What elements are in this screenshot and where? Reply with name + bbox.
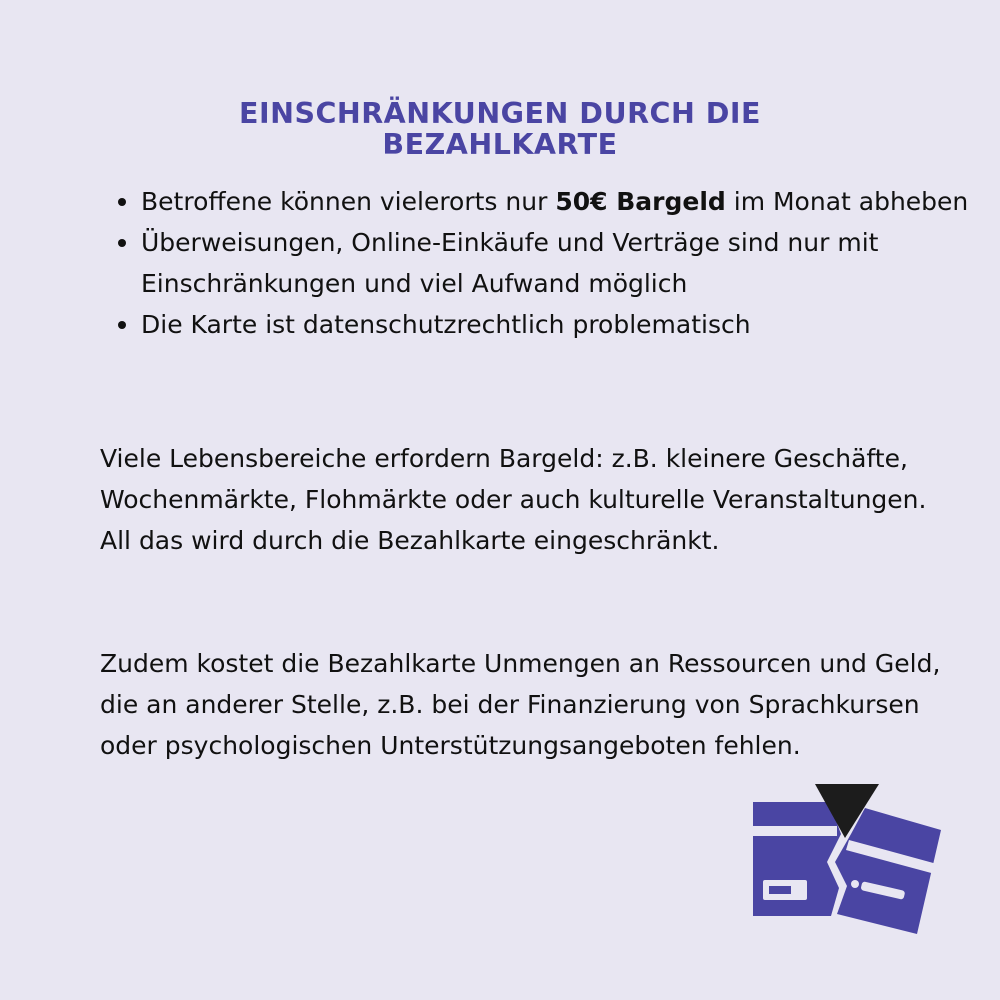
list-item: Überweisungen, Online-Einkäufe und Verträge sind nur mit Einschränkungen und viel Aufwand möglich — [141, 222, 971, 304]
broken-card-icon — [745, 780, 945, 940]
list-item — [141, 181, 971, 222]
list-item-text: im Monat abheben — [725, 187, 969, 216]
card-chip-dot — [769, 886, 791, 894]
list-item-bold-text: 50€ Bargeld — [555, 187, 726, 216]
paragraph-cash-needs: Viele Lebensbereiche erfordern Bargeld: z.B. kleinere Geschäfte, Wochenmärkte, Flohmärkte oder auch kulturelle Veranstaltungen. All das wird durch die Bezahlkarte eingeschränkt. — [100, 444, 927, 555]
card-left-stripe — [753, 826, 837, 836]
list-item-text: Betroffene können vielerorts nur — [141, 187, 556, 216]
page-title — [0, 98, 1000, 160]
page-title-line-1: EINSCHRÄNKUNGEN DURCH DIE — [239, 97, 761, 130]
paragraph-costs: Zudem kostet die Bezahlkarte Unmengen an Ressourcen und Geld, die an anderer Stelle, z.B. bei der Finanzierung von Sprachkursen oder psychologischen Unterstützungsangeboten fehlen. — [100, 649, 941, 760]
card-number-dot — [851, 880, 859, 888]
list-item: Die Karte ist datenschutzrechtlich problematisch — [141, 304, 971, 345]
restrictions-list — [100, 181, 971, 345]
page-title-line-2: BEZAHLKARTE — [382, 128, 618, 161]
